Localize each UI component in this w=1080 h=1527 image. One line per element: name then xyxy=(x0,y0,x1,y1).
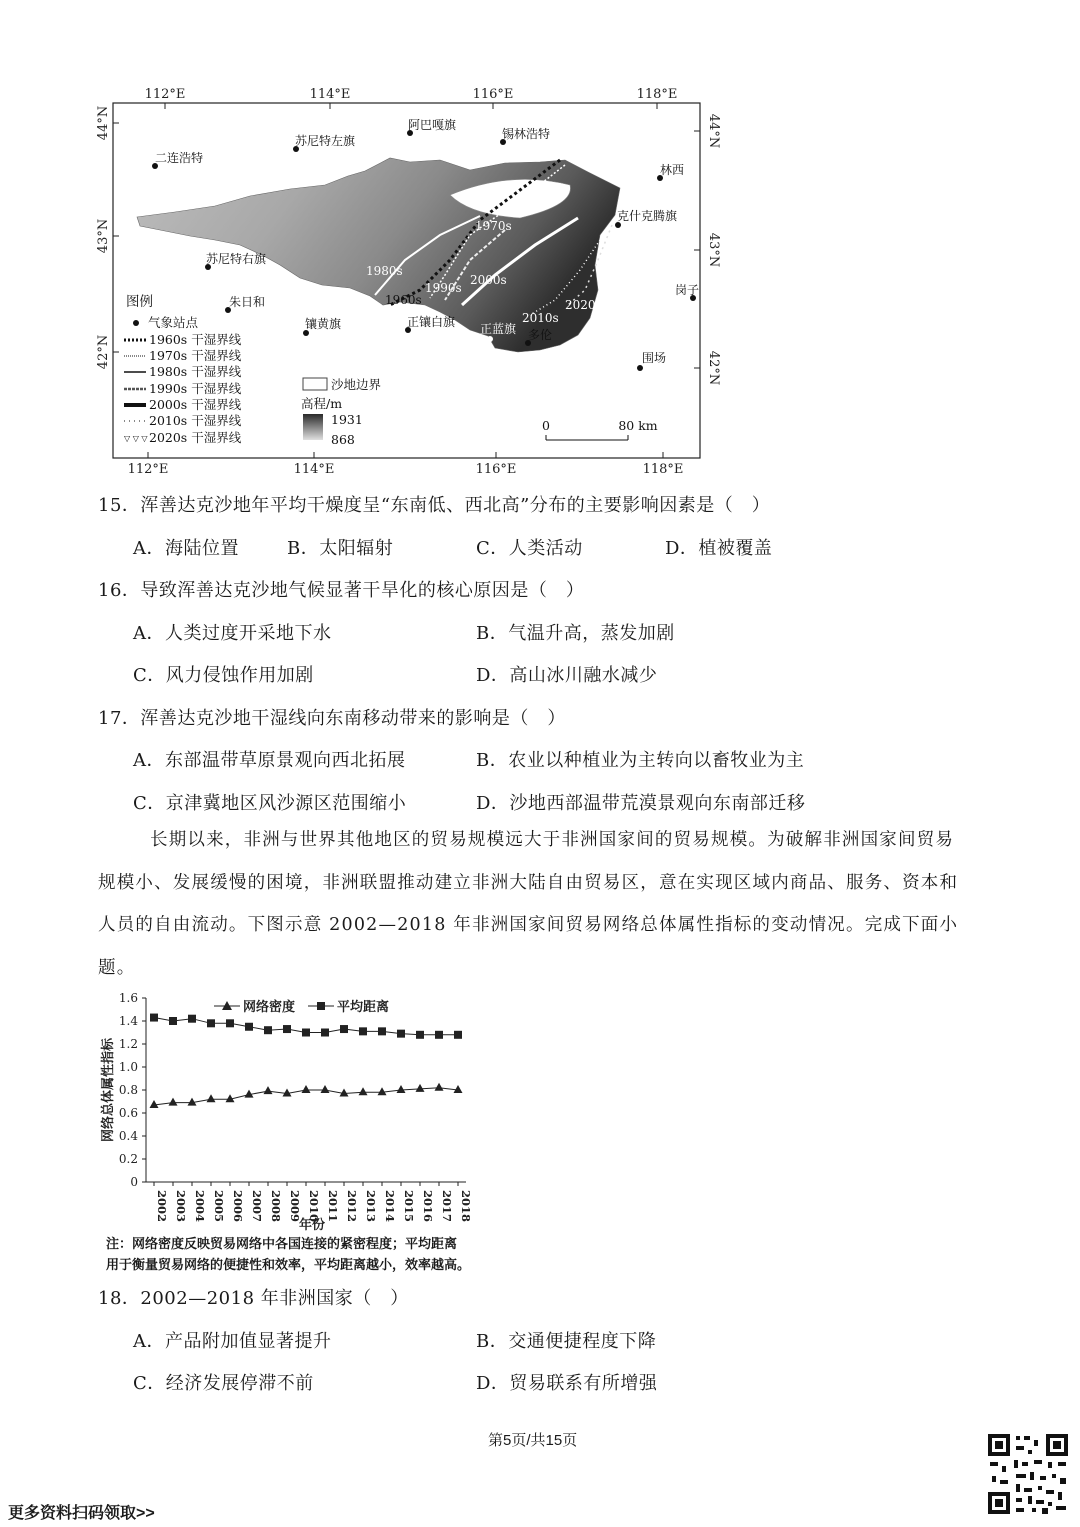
density-point xyxy=(454,1085,463,1093)
scale-label: 80 km xyxy=(618,418,658,433)
legend-avg-distance: 平均距离 xyxy=(337,1000,390,1015)
q18-option-a[interactable]: A．产品附加值显著提升 xyxy=(133,1331,332,1352)
x-tick-label: 2012 xyxy=(345,1190,359,1223)
station-xianghuang: 镶黄旗 xyxy=(305,317,342,331)
x-tick-label: 2006 xyxy=(231,1190,245,1223)
chart-note-line-1: 注：网络密度反映贸易网络中各国连接的紧密程度；平均距离 xyxy=(106,1237,458,1252)
legend-1970s: 1970s 干湿界线 xyxy=(149,348,242,363)
x-tick-label: 2014 xyxy=(383,1190,397,1223)
legend-1960s: 1960s 干湿界线 xyxy=(149,332,242,347)
left-tick-43: 43°N xyxy=(96,218,111,254)
x-tick-label: 2003 xyxy=(174,1190,188,1223)
density-point xyxy=(207,1094,216,1102)
top-tick-116: 116°E xyxy=(472,87,514,102)
density-point xyxy=(435,1083,444,1091)
q17-option-c[interactable]: C．京津冀地区风沙源区范围缩小 xyxy=(133,793,407,814)
legend-1980s: 1980s 干湿界线 xyxy=(149,364,242,379)
density-point xyxy=(321,1085,330,1093)
station-abaga: 阿巴嘎旗 xyxy=(408,118,457,132)
station-zhengxiangbai: 正镶白旗 xyxy=(407,315,456,329)
avg-distance-point xyxy=(302,1029,310,1037)
station-erlian: 二连浩特 xyxy=(155,151,204,165)
density-point xyxy=(150,1100,159,1108)
x-tick-label: 2008 xyxy=(269,1190,283,1223)
passage-line-2: 规模小、发展缓慢的困境，非洲联盟推动建立非洲大陆自由贸易区，意在实现区域内商品、服务、资本和 xyxy=(98,873,959,893)
elevation-max: 1931 xyxy=(331,412,363,427)
avg-distance-point xyxy=(169,1017,177,1025)
avg-distance-point xyxy=(188,1015,196,1023)
q18-option-c[interactable]: C．经济发展停滞不前 xyxy=(133,1373,314,1394)
y-tick-label: 0.6 xyxy=(118,1106,138,1120)
question-18-stem: 18．2002—2018 年非洲国家（ ） xyxy=(98,1288,409,1309)
station-zhenglan: 正蓝旗 xyxy=(480,322,517,336)
x-tick-label: 2011 xyxy=(326,1190,340,1223)
elevation-min: 868 xyxy=(331,432,355,447)
passage-line-1: 长期以来，非洲与世界其他地区的贸易规模远大于非洲国家间的贸易规模。为破解非洲国家间贸易 xyxy=(150,830,955,850)
label-1980s: 1980s xyxy=(366,264,403,278)
legend-density: 网络密度 xyxy=(243,1000,296,1015)
page-number: 第5页/共15页 xyxy=(488,1432,578,1449)
legend-1990s: 1990s 干湿界线 xyxy=(149,381,242,396)
bottom-tick-114: 114°E xyxy=(293,462,335,477)
y-tick-label: 0.8 xyxy=(118,1083,138,1097)
right-tick-44: 44°N xyxy=(706,113,721,149)
elevation-bar xyxy=(303,414,323,440)
station-linxi: 林西 xyxy=(660,163,685,177)
station-weichang: 围场 xyxy=(642,351,667,365)
x-tick-label: 2005 xyxy=(212,1190,226,1223)
qr-code-icon[interactable] xyxy=(986,1432,1070,1516)
chart-legend xyxy=(214,999,389,1015)
more-resources-link[interactable]: 更多资料扫码领取>> xyxy=(8,1505,155,1522)
bottom-tick-118: 118°E xyxy=(642,462,684,477)
x-tick-label: 2010 xyxy=(307,1190,321,1223)
bottom-tick-112: 112°E xyxy=(127,462,169,477)
density-point xyxy=(378,1087,387,1095)
station-gangzi: 岗子 xyxy=(675,283,700,297)
label-1970s: 1970s xyxy=(475,219,512,233)
trade-network-chart xyxy=(90,985,490,1235)
top-tick-118: 118°E xyxy=(636,87,678,102)
avg-distance-point xyxy=(207,1019,215,1027)
x-tick-label: 2013 xyxy=(364,1190,378,1223)
avg-distance-point xyxy=(435,1031,443,1039)
passage-line-3: 人员的自由流动。下图示意 2002—2018 年非洲国家间贸易网络总体属性指标的变动情况。完成下面小 xyxy=(98,915,959,935)
left-tick-42: 42°N xyxy=(96,334,111,370)
x-tick-label: 2018 xyxy=(459,1190,473,1223)
q17-option-d[interactable]: D．沙地西部温带荒漠景观向东南部迁移 xyxy=(476,793,806,814)
avg-distance-point xyxy=(378,1027,386,1035)
passage-line-4: 题。 xyxy=(98,958,136,978)
x-axis-title: 年份 xyxy=(298,1218,326,1233)
density-point xyxy=(302,1085,311,1093)
label-2000s: 2000s xyxy=(470,273,507,287)
y-tick-label: 1.0 xyxy=(118,1060,138,1074)
y-tick-label: 0 xyxy=(130,1175,138,1189)
legend-2020s: 2020s 干湿界线 xyxy=(149,430,242,445)
avg-distance-point xyxy=(340,1025,348,1033)
station-duolun: 多伦 xyxy=(528,328,553,342)
x-tick-label: 2007 xyxy=(250,1190,264,1223)
avg-distance-point xyxy=(264,1026,272,1034)
q15-option-a[interactable]: A．海陆位置 xyxy=(133,538,239,559)
q17-option-a[interactable]: A．东部温带草原景观向西北拓展 xyxy=(133,750,406,771)
avg-distance-point xyxy=(359,1027,367,1035)
legend-title: 图例 xyxy=(126,294,153,310)
avg-distance-point xyxy=(397,1030,405,1038)
q18-option-b[interactable]: B．交通便捷程度下降 xyxy=(476,1331,657,1352)
top-tick-114: 114°E xyxy=(309,87,351,102)
right-tick-43: 43°N xyxy=(706,232,721,268)
legend-sand-boundary: 沙地边界 xyxy=(331,377,382,392)
label-1990s: 1990s xyxy=(425,281,462,295)
density-point xyxy=(359,1087,368,1095)
svg-text:▽ ▽ ▽: ▽ ▽ ▽ xyxy=(124,434,148,443)
x-tick-label: 2009 xyxy=(288,1190,302,1223)
bottom-tick-116: 116°E xyxy=(475,462,517,477)
legend-2010s: 2010s 干湿界线 xyxy=(149,413,242,428)
y-tick-label: 1.6 xyxy=(118,991,138,1005)
q16-option-d[interactable]: D．高山冰川融水减少 xyxy=(476,665,658,686)
x-tick-label: 2015 xyxy=(402,1190,416,1223)
left-tick-44: 44°N xyxy=(96,105,111,141)
x-tick-label: 2016 xyxy=(421,1190,435,1223)
avg-distance-point xyxy=(150,1014,158,1022)
chart-note-line-2: 用于衡量贸易网络的便捷性和效率，平均距离越小，效率越高。 xyxy=(106,1258,471,1273)
y-tick-label: 1.2 xyxy=(118,1037,138,1051)
y-tick-label: 0.4 xyxy=(118,1129,138,1143)
avg-distance-point xyxy=(416,1031,424,1039)
q17-option-b[interactable]: B．农业以种植业为主转向以畜牧业为主 xyxy=(476,750,805,771)
avg-distance-point xyxy=(321,1029,329,1037)
legend-station: 气象站点 xyxy=(148,315,199,330)
label-1960s: 1960s xyxy=(385,293,422,307)
question-17-stem: 17．浑善达克沙地干湿线向东南移动带来的影响是（ ） xyxy=(98,708,566,729)
x-tick-label: 2017 xyxy=(440,1190,454,1223)
legend-2000s: 2000s 干湿界线 xyxy=(149,397,242,412)
station-sunite-right: 苏尼特右旗 xyxy=(206,252,267,266)
question-15-stem: 15．浑善达克沙地年平均干燥度呈“东南低、西北高”分布的主要影响因素是（ ） xyxy=(98,495,771,516)
station-keshiketeng: 克什克腾旗 xyxy=(617,209,678,223)
scale-zero: 0 xyxy=(542,418,550,433)
q16-option-c[interactable]: C．风力侵蚀作用加剧 xyxy=(133,665,314,686)
density-point xyxy=(169,1098,178,1106)
density-point xyxy=(264,1086,273,1094)
station-sunite-left: 苏尼特左旗 xyxy=(295,134,356,148)
question-16-stem: 16．导致浑善达克沙地气候显著干旱化的核心原因是（ ） xyxy=(98,580,585,601)
station-zhurihe: 朱日和 xyxy=(229,295,266,309)
avg-distance-point xyxy=(226,1019,234,1027)
label-2010s: 2010s xyxy=(522,311,559,325)
density-point xyxy=(416,1084,425,1092)
station-xilinhot: 锡林浩特 xyxy=(502,127,551,141)
q15-option-c[interactable]: C．人类活动 xyxy=(476,538,583,559)
legend-elevation-title: 高程/m xyxy=(301,396,343,411)
avg-distance-point xyxy=(245,1023,253,1031)
right-tick-42: 42°N xyxy=(706,350,721,386)
q15-option-b[interactable]: B．太阳辐射 xyxy=(287,538,394,559)
sandland-map xyxy=(0,0,1080,480)
y-tick-label: 0.2 xyxy=(118,1152,138,1166)
avg-distance-point xyxy=(454,1031,462,1039)
q15-option-d[interactable]: D．植被覆盖 xyxy=(665,538,773,559)
label-2020s: 2020s xyxy=(565,298,602,312)
top-tick-112: 112°E xyxy=(144,87,186,102)
avg-distance-point xyxy=(283,1025,291,1033)
q16-option-b[interactable]: B．气温升高，蒸发加剧 xyxy=(476,623,675,644)
x-tick-label: 2004 xyxy=(193,1190,207,1223)
density-point xyxy=(397,1085,406,1093)
y-axis-title: 网络总体属性指标 xyxy=(101,1037,116,1143)
x-tick-label: 2002 xyxy=(155,1190,169,1223)
q16-option-a[interactable]: A．人类过度开采地下水 xyxy=(133,623,332,644)
y-tick-label: 1.4 xyxy=(118,1014,138,1028)
q18-option-d[interactable]: D．贸易联系有所增强 xyxy=(476,1373,658,1394)
